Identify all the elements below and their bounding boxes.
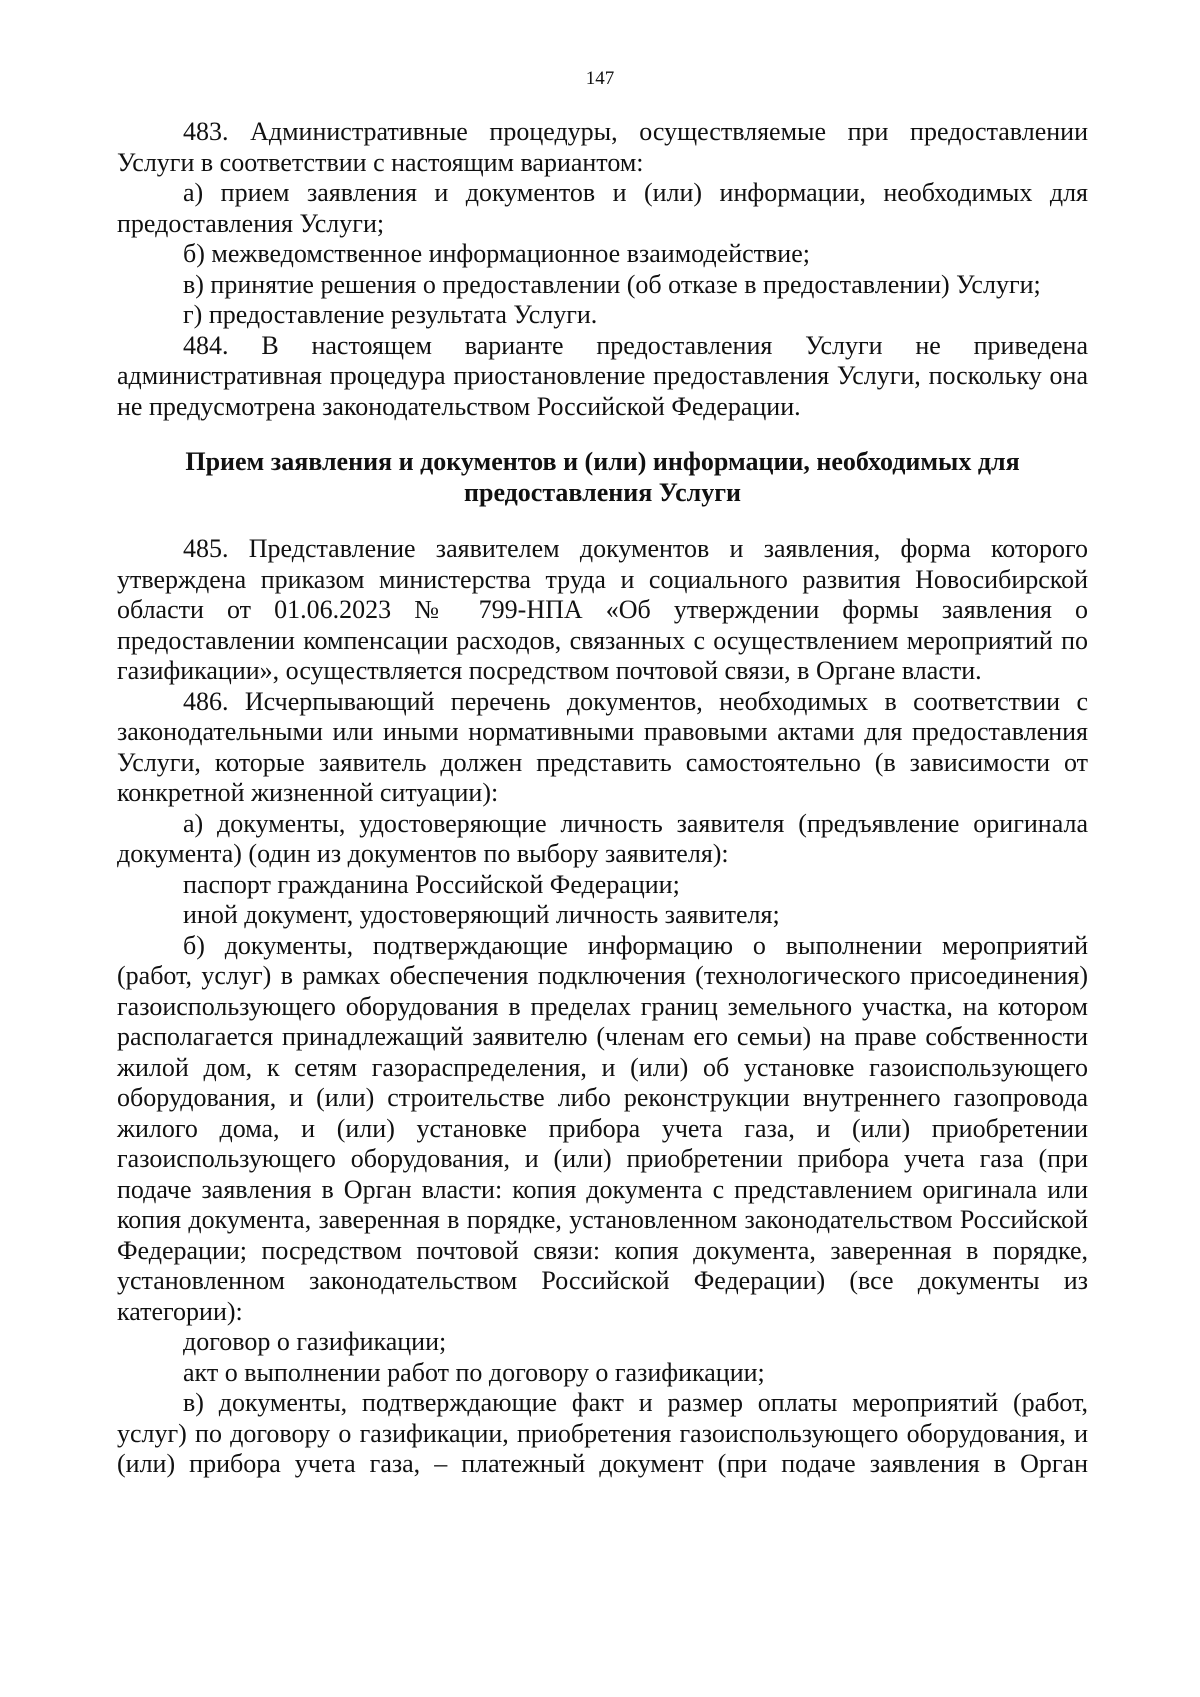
paragraph-484: 484. В настоящем варианте предоставления Услуги не приведена административная процедура приостановление предоставления Услуги, поскольку она не предусмотрена законодательством Российской Федерации. [117,330,1088,421]
list-subitem-act: акт о выполнении работ по договору о газификации; [183,1357,765,1387]
list-item-g: г) предоставление результата Услуги. [183,300,598,329]
document-body [117,117,1088,1480]
paragraph-485: 485. Представление заявителем документов и заявления, форма которого утверждена приказом министерства труда и социального развития Новосибирской области от 01.06.2023 № 799-НПА «Об утверждении формы заявления о предоставлении компенсации расходов, связанных с осуществлением мероприятий по газификации», осуществляется посредством почтовой связи, в Органе власти. [117,534,1088,685]
list-subitem-contract: договор о газификации; [183,1327,447,1356]
section-heading: Прием заявления и документов и (или) информации, необходимых для предоставления Услуги [185,447,1020,507]
list-item-v: в) принятие решения о предоставлении (об отказе в предоставлении) Услуги; [183,269,1041,299]
paragraph-486: 486. Исчерпывающий перечень документов, необходимых в соответствии с законодательными или иными нормативными правовыми актами для предоставления Услуги, которые заявитель должен представить самостоятельно (в зависимости от конкретной жизненной ситуации): [117,686,1088,807]
list-item-a: а) прием заявления и документов и (или) информации, необходимых для предоставления Услуги; [117,178,1088,238]
list-item-b: б) межведомственное информационное взаимодействие; [183,239,810,268]
list-item-a-identity: а) документы, удостоверяющие личность заявителя (предъявление оригинала документа) (один из документов по выбору заявителя): [117,808,1088,868]
list-item-v-payment: в) документы, подтверждающие факт и размер оплаты мероприятий (работ, услуг) по договору о газификации, приобретения газоиспользующего оборудования, и (или) прибора учета газа, – платежный документ (при подаче заявления в Орган [117,1388,1088,1478]
list-subitem-passport: паспорт гражданина Российской Федерации; [183,869,680,899]
paragraph-483: 483. Административные процедуры, осуществляемые при предоставлении Услуги в соответствии с настоящим вариантом: [117,117,1088,177]
page-number: 147 [585,68,615,89]
list-item-b-gasification: б) документы, подтверждающие информацию о выполнении мероприятий (работ, услуг) в рамках обеспечения подключения (технологического присоединения) газоиспользующего оборудования в пределах границ земельного участка, на котором располагается принадлежащий заявителю (членам его семьи) на праве собственности жилой дом, к сетям газораспределения, и (или) об установке газоиспользующего оборудования, и (или) строительстве либо реконструкции внутреннего газопровода жилого дома, и (или) установке прибора учета газа, и (или) приобретении газоиспользующего оборудования, и (или) приобретении прибора учета газа (при подаче заявления в Орган власти: копия документа с представлением оригинала или копия документа, заверенная в порядке, установленном законодательством Российской Федерации; посредством почтовой связи: копия документа, заверенная в порядке, установленном законодательством Российской Федерации) (все документы из категории): [117,930,1088,1326]
list-subitem-other-id: иной документ, удостоверяющий личность заявителя; [183,900,780,929]
